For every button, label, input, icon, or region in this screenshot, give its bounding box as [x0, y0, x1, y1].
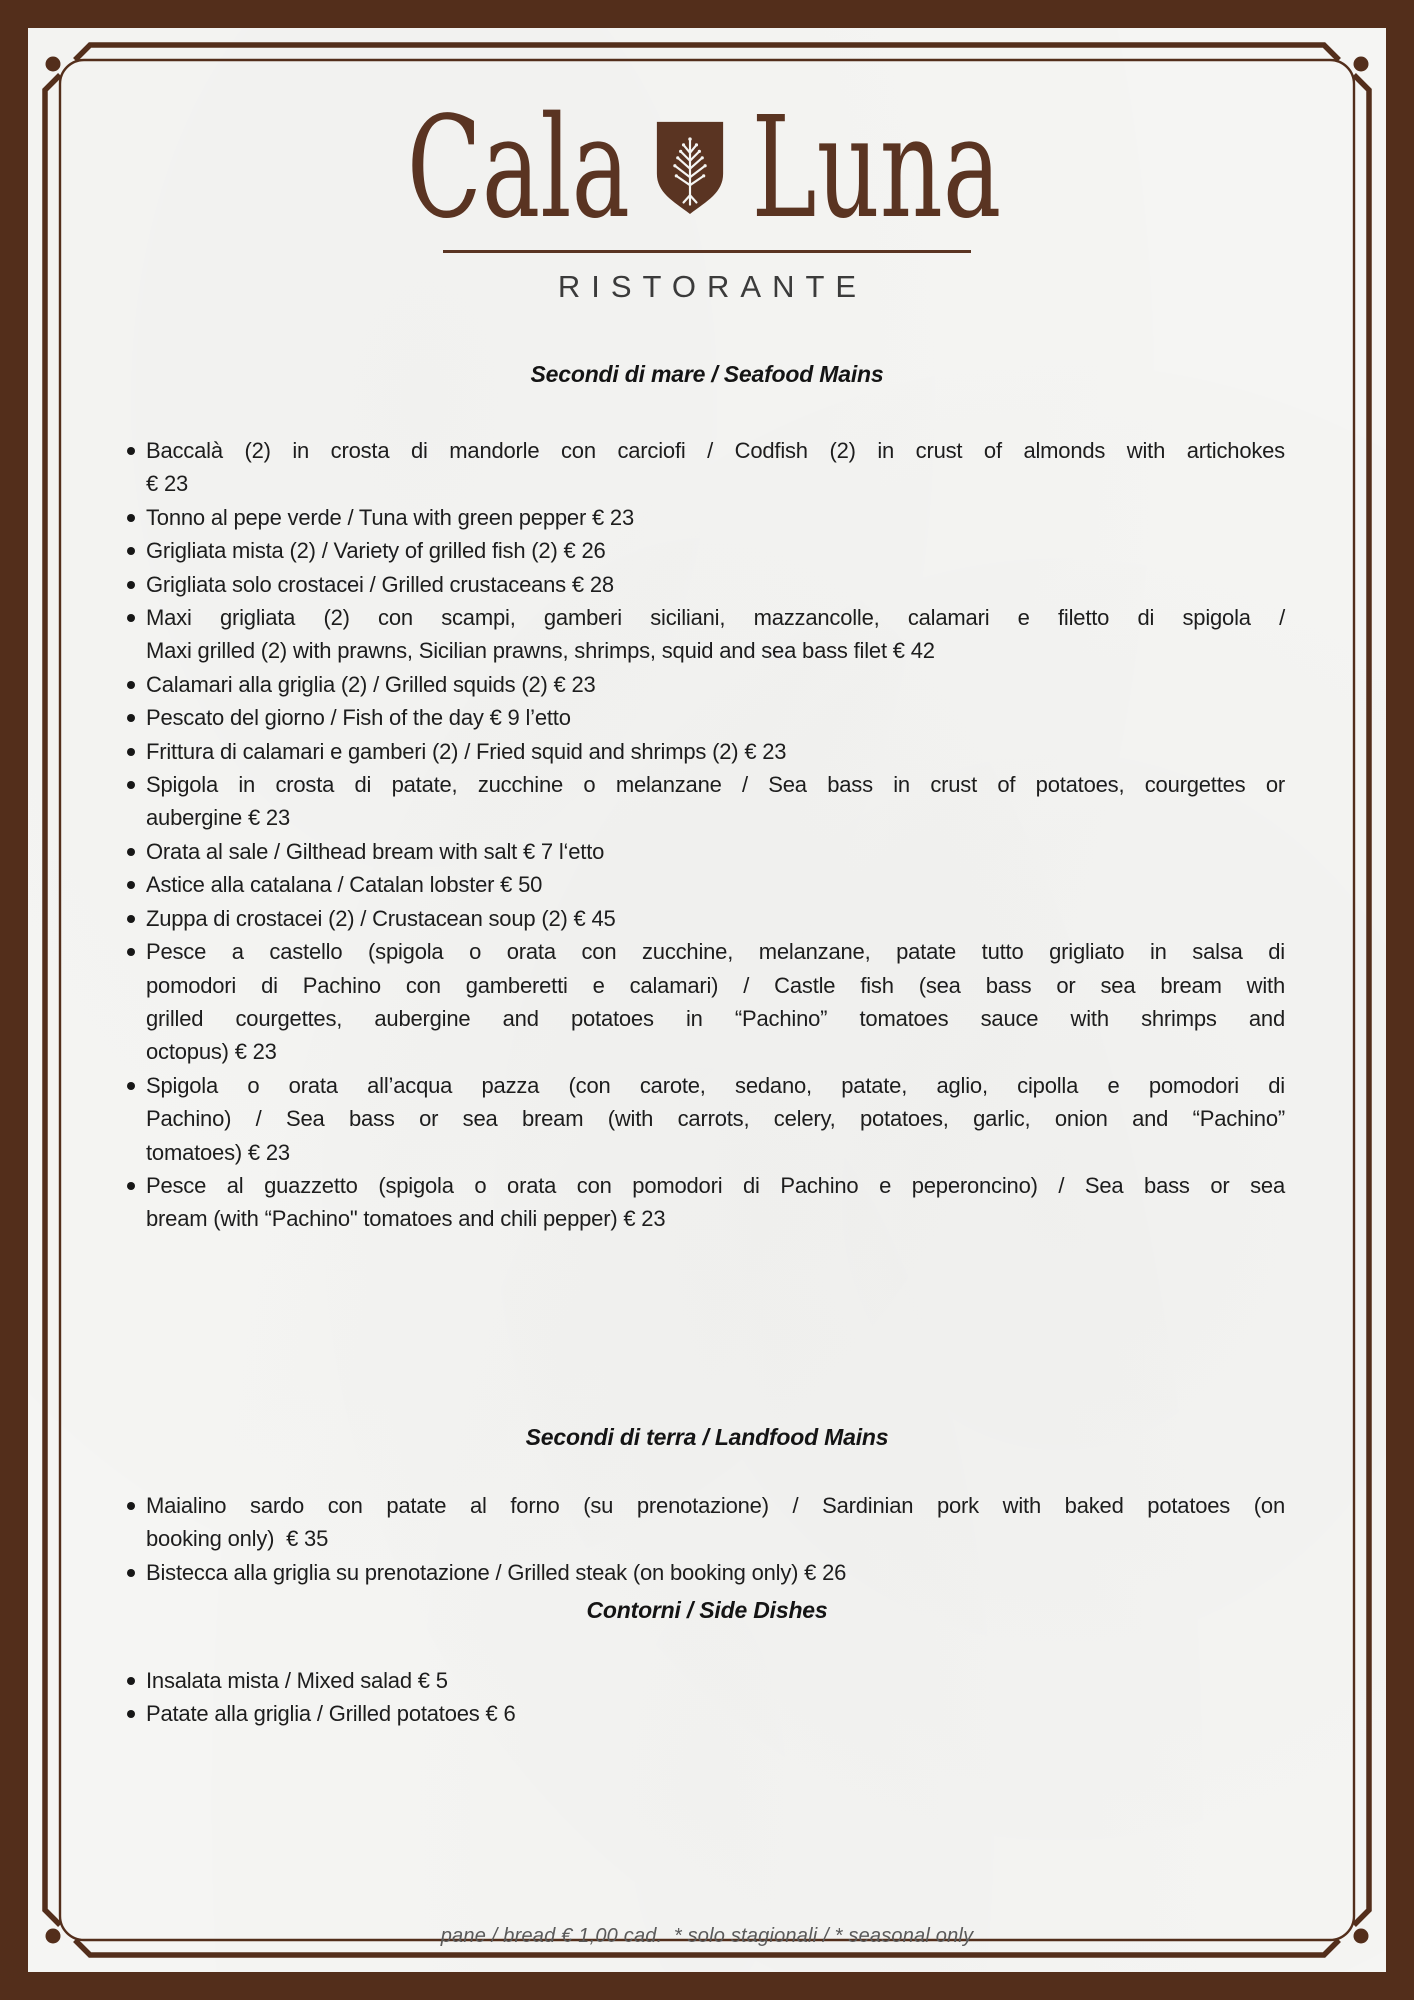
shield-tree-icon	[654, 105, 726, 233]
menu-item	[146, 601, 1285, 668]
menu-item-list	[0, 1664, 1414, 1731]
menu-item-list	[0, 434, 1414, 1236]
restaurant-subtitle: RISTORANTE	[557, 269, 868, 304]
menu-item	[146, 835, 1285, 868]
section-title: Secondi di terra / Landfood Mains	[525, 1423, 889, 1450]
logo-word-luna: Luna	[751, 87, 1002, 250]
menu-item-line: Zuppa di crostacei (2) / Crustacean soup (2) € 45	[146, 905, 616, 931]
menu-item-line: Pachino) / Sea bass or sea bream (with carrots, celery, potatoes, garlic, onion and “Pachino”	[146, 1106, 1285, 1132]
menu-item-line: Orata al sale / Gilthead bream with salt € 7 l‘etto	[146, 838, 605, 864]
menu-item-line: Pescato del giorno / Fish of the day € 9 l’etto	[146, 705, 571, 731]
menu-item	[146, 534, 1285, 567]
menu-item-line: tomatoes) € 23	[146, 1139, 290, 1165]
menu-item	[146, 735, 1285, 768]
menu-item-list	[0, 1489, 1414, 1589]
section-title: Contorni / Side Dishes	[586, 1596, 828, 1623]
menu-item-line: grilled courgettes, aubergine and potatoes in “Pachino” tomatoes sauce with shrimps and	[146, 1005, 1285, 1031]
menu-item-line: octopus) € 23	[146, 1039, 277, 1065]
restaurant-logo	[0, 87, 1414, 250]
menu-item	[146, 1664, 1285, 1697]
menu-item-line: Grigliata solo crostacei / Grilled crustaceans € 28	[146, 571, 614, 597]
footer-note: pane / bread € 1,00 cad. * solo stagionali / * seasonal only	[440, 1925, 974, 1947]
menu-section	[0, 361, 1414, 1236]
menu-item-line: Patate alla griglia / Grilled potatoes € 6	[146, 1701, 516, 1727]
logo-underline	[443, 250, 971, 253]
section-title: Secondi di mare / Seafood Mains	[530, 361, 884, 387]
menu-item-line: Maialino sardo con patate al forno (su prenotazione) / Sardinian pork with baked potatoes (on	[146, 1492, 1285, 1518]
menu-item-line: booking only) € 35	[146, 1526, 329, 1552]
menu-item-line: Frittura di calamari e gamberi (2) / Fried squid and shrimps (2) € 23	[146, 738, 787, 764]
menu-item	[146, 668, 1285, 701]
menu-item	[146, 1489, 1285, 1556]
menu-item-line: Astice alla catalana / Catalan lobster € 50	[146, 872, 543, 898]
menu-item-line: Pesce al guazzetto (spigola o orata con pomodori di Pachino e peperoncino) / Sea bass or sea	[146, 1172, 1285, 1198]
menu-item-line: Insalata mista / Mixed salad € 5	[146, 1667, 448, 1693]
menu-item-line: pomodori di Pachino con gamberetti e calamari) / Castle fish (sea bass or sea bream with	[146, 972, 1285, 998]
menu-sections	[0, 361, 1414, 1731]
menu-item	[146, 501, 1285, 534]
menu-item	[146, 868, 1285, 901]
menu-footer	[0, 1925, 1414, 1948]
menu-item	[146, 1556, 1285, 1589]
menu-header	[0, 87, 1414, 305]
menu-item-line: Maxi grigliata (2) con scampi, gamberi siciliani, mazzancolle, calamari e filetto di spigola /	[146, 605, 1285, 631]
menu-item-line: Spigola in crosta di patate, zucchine o melanzane / Sea bass in crust of potatoes, courgettes or	[146, 772, 1285, 798]
menu-item-line: Tonno al pepe verde / Tuna with green pepper € 23	[146, 504, 635, 530]
menu-item	[146, 768, 1285, 835]
menu-item-line: Maxi grilled (2) with prawns, Sicilian prawns, shrimps, squid and sea bass filet € 42	[146, 638, 935, 664]
menu-item-line: Baccalà (2) in crosta di mandorle con carciofi / Codfish (2) in crust of almonds with artichokes	[146, 438, 1285, 463]
menu-item-line: aubergine € 23	[146, 805, 290, 831]
menu-section	[0, 1597, 1414, 1731]
menu-item	[146, 568, 1285, 601]
menu-item	[146, 1169, 1285, 1236]
menu-section	[0, 1424, 1414, 1589]
menu-item-line: Spigola o orata all’acqua pazza (con carote, sedano, patate, aglio, cipolla e pomodori di	[146, 1072, 1285, 1098]
menu-item-line: € 23	[146, 471, 189, 497]
menu-item-line: bream (with “Pachino" tomatoes and chili pepper) € 23	[146, 1206, 666, 1232]
menu-item	[146, 1069, 1285, 1169]
menu-item-line: Pesce a castello (spigola o orata con zucchine, melanzane, patate tutto grigliato in salsa di	[146, 939, 1285, 965]
menu-item-line: Calamari alla griglia (2) / Grilled squids (2) € 23	[146, 671, 596, 697]
menu-item	[146, 902, 1285, 935]
logo-word-cala: Cala	[407, 87, 631, 250]
menu-item-line: Grigliata mista (2) / Variety of grilled fish (2) € 26	[146, 538, 606, 564]
menu-item	[146, 1697, 1285, 1730]
menu-item-line: Bistecca alla griglia su prenotazione / Grilled steak (on booking only) € 26	[146, 1559, 847, 1585]
menu-item	[146, 434, 1285, 501]
menu-item	[146, 701, 1285, 734]
menu-item	[146, 935, 1285, 1069]
